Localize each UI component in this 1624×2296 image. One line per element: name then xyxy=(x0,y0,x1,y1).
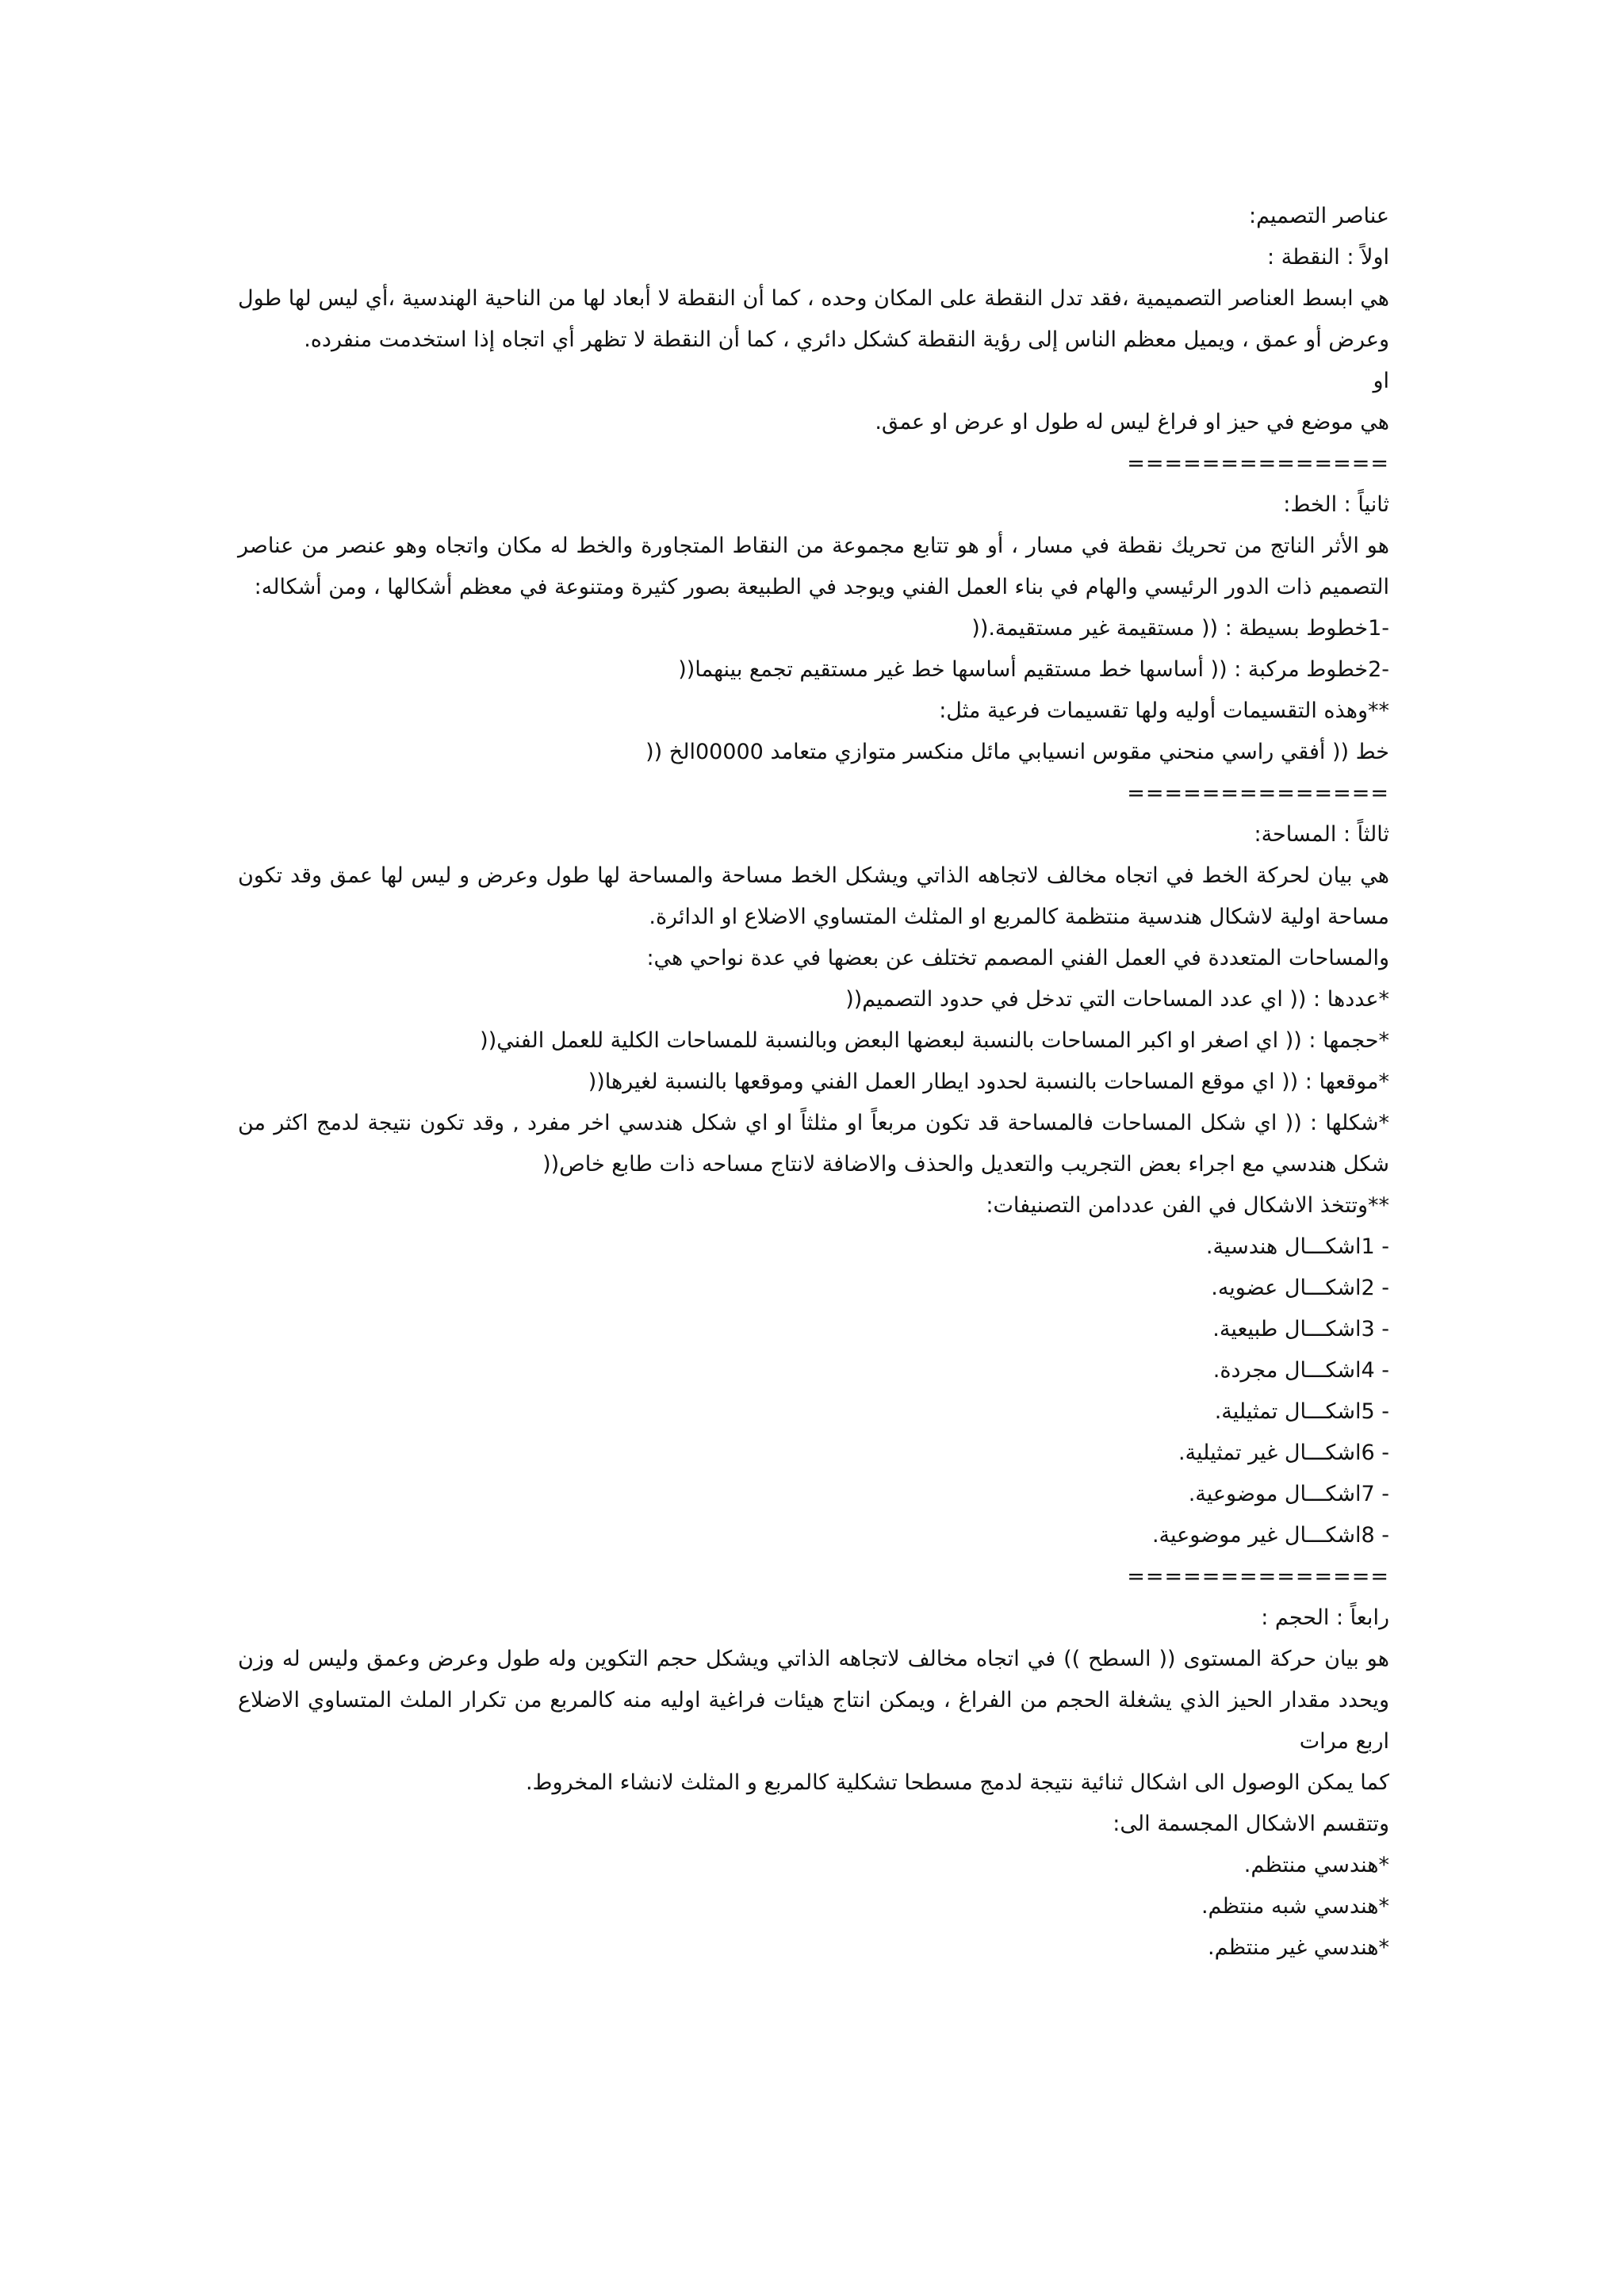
list-item-solid-semi-regular: *هندسي شبه منتظم. xyxy=(1201,1894,1389,1919)
paragraph-point-alt-definition: هي موضع في حيز او فراغ ليس له طول او عرض او عمق. xyxy=(875,410,1389,434)
list-item-area-shape: *شكلها : (( اي شكل المساحات فالمساحة قد تكون مربعاً او مثلثاً او اي شكل هندسي اخر مفرد , وقد تكون نتيجة لدمج اكثر من شكل هندسي مع اجراء بعض التجريب والتعديل والحذف والاضافة لانتاج مساحه ذات طابع خاص(( xyxy=(238,1111,1389,1177)
list-item-simple-lines: -1خطوط بسيطة : (( مستقيمة غير مستقيمة.(( xyxy=(971,616,1389,641)
list-item-compound-lines: -2خطوط مركبة : (( أساسها خط مستقيم أساسها خط غير مستقيم تجمع بينهما(( xyxy=(678,657,1389,682)
list-item-shape-1: - 1اشكـــال هندسية. xyxy=(1205,1234,1389,1259)
list-item-area-size: *حجمها : (( اي اصغر او اكبر المساحات بالنسبة لبعضها البعض وبالنسبة للمساحات الكلية للعمل الفني(( xyxy=(480,1028,1389,1053)
heading-area: ثالثاً : المساحة: xyxy=(1254,822,1389,847)
paragraph-volume-cone: كما يمكن الوصول الى اشكال ثنائية نتيجة لدمج مسطحا تشكلية كالمربع و المثلث لانشاء المخروط. xyxy=(525,1770,1389,1795)
heading-point: اولاً : النقطة : xyxy=(1266,245,1389,270)
note-subdivisions: **وهذه التقسيمات أوليه ولها تقسيمات فرعية مثل: xyxy=(939,698,1389,723)
list-item-shape-5: - 5اشكـــال تمثيلية. xyxy=(1214,1399,1389,1424)
list-item-shape-6: - 6اشكـــال غير تمثيلية. xyxy=(1178,1441,1389,1465)
note-shape-classifications: **وتتخذ الاشكال في الفن عددامن التصنيفات: xyxy=(986,1193,1389,1218)
text-or: او xyxy=(1373,369,1389,393)
list-item-shape-7: - 7اشكـــال موضوعية. xyxy=(1188,1482,1389,1506)
list-item-area-position: *موقعها : (( اي موقع المساحات بالنسبة لحدود ايطار العمل الفني وموقعها بالنسبة لغيرها(( xyxy=(588,1070,1389,1094)
paragraph-area-aspects: والمساحات المتعددة في العمل الفني المصمم تختلف عن بعضها في عدة نواحي هي: xyxy=(646,946,1389,970)
list-item-shape-4: - 4اشكـــال مجردة. xyxy=(1212,1358,1389,1383)
paragraph-area-definition: هي بيان لحركة الخط في اتجاه مخالف لاتجاهه الذاتي ويشكل الخط مساحة والمساحة لها طول وعرض و ليس لها عمق وقد تكون مساحة اولية لاشكال هندسية منتظمة كالمربع او المثلث المتساوي الاضلاع او الدائرة. xyxy=(238,863,1389,929)
list-item-shape-2: - 2اشكـــال عضويه. xyxy=(1211,1276,1389,1300)
list-item-shape-3: - 3اشكـــال طبيعية. xyxy=(1212,1317,1389,1341)
heading-line: ثانياً : الخط: xyxy=(1283,492,1389,517)
document-body xyxy=(238,196,1389,1969)
separator-line: ============== xyxy=(1127,451,1389,476)
heading-design-elements: عناصر التصميم: xyxy=(1248,204,1389,228)
list-item-shape-8: - 8اشكـــال غير موضوعية. xyxy=(1151,1523,1389,1548)
separator-line: ============== xyxy=(1127,781,1389,806)
heading-volume: رابعاً : الحجم : xyxy=(1261,1605,1389,1630)
paragraph-volume-definition: هو بيان حركة المستوى (( السطح )) في اتجاه مخالف لاتجاهه الذاتي ويشكل حجم التكوين وله طول وعرض وعمق وليس له وزن ويحدد مقدار الحيز الذي يشغلة الحجم من الفراغ ، ويمكن انتاج هيئات فراغية اوليه منه كالمربع من تكرار الملث المتساوي الاضلاع اربع مرات xyxy=(238,1647,1389,1754)
separator-line: ============== xyxy=(1127,1564,1389,1589)
list-item-area-count: *عددها : (( اي عدد المساحات التي تدخل في حدود التصميم(( xyxy=(845,987,1389,1012)
list-item-solid-irregular: *هندسي غير منتظم. xyxy=(1208,1935,1389,1960)
paragraph-line-definition: هو الأثر الناتج من تحريك نقطة في مسار ، أو هو تتابع مجموعة من النقاط المتجاورة والخط له مكان واتجاه وهو عنصر من عناصر التصميم ذات الدور الرئيسي والهام في بناء العمل الفني ويوجد في الطبيعة بصور كثيرة ومتنوعة في معظم أشكالها ، ومن أشكاله: xyxy=(238,534,1389,599)
paragraph-point-definition: هي ابسط العناصر التصميمية ،فقد تدل النقطة على المكان وحده ، كما أن النقطة لا أبعاد لها من الناحية الهندسية ،أي ليس لها طول وعرض أو عمق ، ويميل معظم الناس إلى رؤية النقطة كشكل دائري ، كما أن النقطة لا تظهر أي اتجاه إذا استخدمت منفرده. xyxy=(238,286,1389,352)
line-types-list: خط (( أفقي راسي منحني مقوس انسيابي مائل منكسر متوازي متعامد 00000الخ (( xyxy=(645,740,1389,764)
list-item-solid-regular: *هندسي منتظم. xyxy=(1243,1853,1389,1877)
paragraph-solid-shapes: وتتقسم الاشكال المجسمة الى: xyxy=(1113,1812,1389,1836)
